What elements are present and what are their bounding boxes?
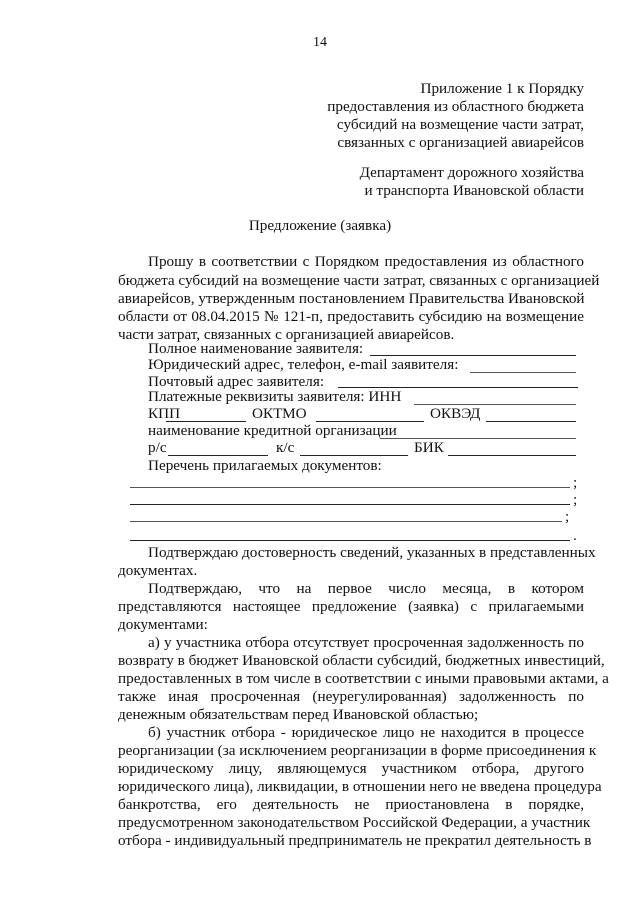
field-rs-label: р/с — [148, 439, 167, 456]
confirm1-line-2: документах. — [118, 562, 198, 579]
form-title: Предложение (заявка) — [248, 217, 392, 234]
confirm2-line-2: представляются настоящее предложение (заявка) с прилагаемыми — [118, 598, 584, 615]
field-payment-details-label: Платежные реквизиты заявителя: ИНН — [148, 388, 402, 405]
item-b-line-4: юридического лица), ликвидации, в отношении него не введена процедура — [118, 778, 602, 795]
appendix-line-4: связанных с организацией авиарейсов — [337, 134, 584, 151]
appendix-line-1: Приложение 1 к Порядку — [420, 80, 584, 97]
field-bank-name-label: наименование кредитной организации — [148, 422, 397, 439]
item-b-line-6: предусмотренном законодательством Российской Федерации, а участник — [118, 814, 591, 831]
field-ks-label: к/с — [276, 439, 295, 456]
field-rs-blank[interactable] — [168, 455, 268, 456]
docs-line-1[interactable] — [130, 487, 570, 488]
confirm2-line-1: Подтверждаю, что на первое число месяца, в котором — [148, 580, 584, 597]
appendix-line-2: предоставления из областного бюджета — [327, 98, 584, 115]
field-kpp-label: КПП — [148, 405, 181, 422]
item-a-line-5: денежным обязательствам перед Ивановской областью; — [118, 706, 479, 723]
item-b-line-2: реорганизации (за исключением реорганизации в форме присоединения к — [118, 742, 597, 759]
docs-line-3-semicolon: ; — [565, 508, 570, 525]
intro-line-1: Прошу в соответствии с Порядком предоставления из областного — [148, 253, 584, 270]
item-b-line-1: б) участник отбора - юридическое лицо не находится в процессе — [148, 724, 584, 741]
docs-line-4-period: . — [573, 527, 577, 544]
field-postal-address-label: Почтовый адрес заявителя: — [148, 373, 325, 390]
intro-line-5: части затрат, связанных с организацией авиарейсов. — [118, 326, 455, 343]
field-ks-blank[interactable] — [300, 455, 408, 456]
appendix-line-3: субсидий на возмещение части затрат, — [336, 116, 584, 133]
addressee-line-2: и транспорта Ивановской области — [364, 182, 584, 199]
item-a-line-2: возврату в бюджет Ивановской области субсидий, бюджетных инвестиций, — [118, 652, 605, 669]
intro-line-3: авиарейсов, утвержденным постановлением Правительства Ивановской — [118, 290, 585, 307]
field-docs-list-label: Перечень прилагаемых документов: — [148, 457, 382, 474]
intro-line-2: бюджета субсидий на возмещение части затрат, связанных с организацией — [118, 272, 600, 289]
field-full-name-label: Полное наименование заявителя: — [148, 340, 364, 357]
item-b-line-5: банкротства, его деятельность не приостановлена в порядке, — [118, 796, 584, 813]
item-a-line-1: а) у участника отбора отсутствует просроченная задолженность по — [148, 634, 584, 651]
item-b-line-3: юридическому лицу, являющемуся участником отбора, другого — [118, 760, 584, 777]
field-bik-blank[interactable] — [448, 455, 576, 456]
field-bank-name-blank[interactable] — [380, 438, 576, 439]
docs-line-1-semicolon: ; — [573, 474, 578, 491]
intro-line-4: области от 08.04.2015 № 121-п, предоставить субсидию на возмещение — [118, 308, 584, 325]
field-legal-address-blank[interactable] — [470, 372, 576, 373]
item-b-line-7: отбора - индивидуальный предприниматель не прекратил деятельность в — [118, 832, 592, 849]
page-number: 14 — [313, 35, 327, 50]
docs-line-2[interactable] — [130, 504, 570, 505]
item-a-line-3: предоставленных в том числе в соответствии с иными правовыми актами, а — [118, 670, 609, 687]
addressee-line-1: Департамент дорожного хозяйства — [359, 164, 584, 181]
confirm1-line-1: Подтверждаю достоверность сведений, указанных в представленных — [148, 544, 596, 561]
field-legal-address-label: Юридический адрес, телефон, e-mail заявителя: — [148, 356, 459, 373]
confirm2-line-3: документами: — [118, 616, 208, 633]
field-bik-label: БИК — [414, 439, 444, 456]
docs-line-3[interactable] — [130, 521, 562, 522]
docs-line-4[interactable] — [130, 540, 570, 541]
field-oktmo-label: ОКТМО — [252, 405, 307, 422]
docs-line-2-semicolon: ; — [573, 491, 578, 508]
field-okved-label: ОКВЭД — [430, 405, 481, 422]
item-a-line-4: также иная просроченная (неурегулированная) задолженность по — [118, 688, 584, 705]
field-okved-blank[interactable] — [486, 421, 576, 422]
